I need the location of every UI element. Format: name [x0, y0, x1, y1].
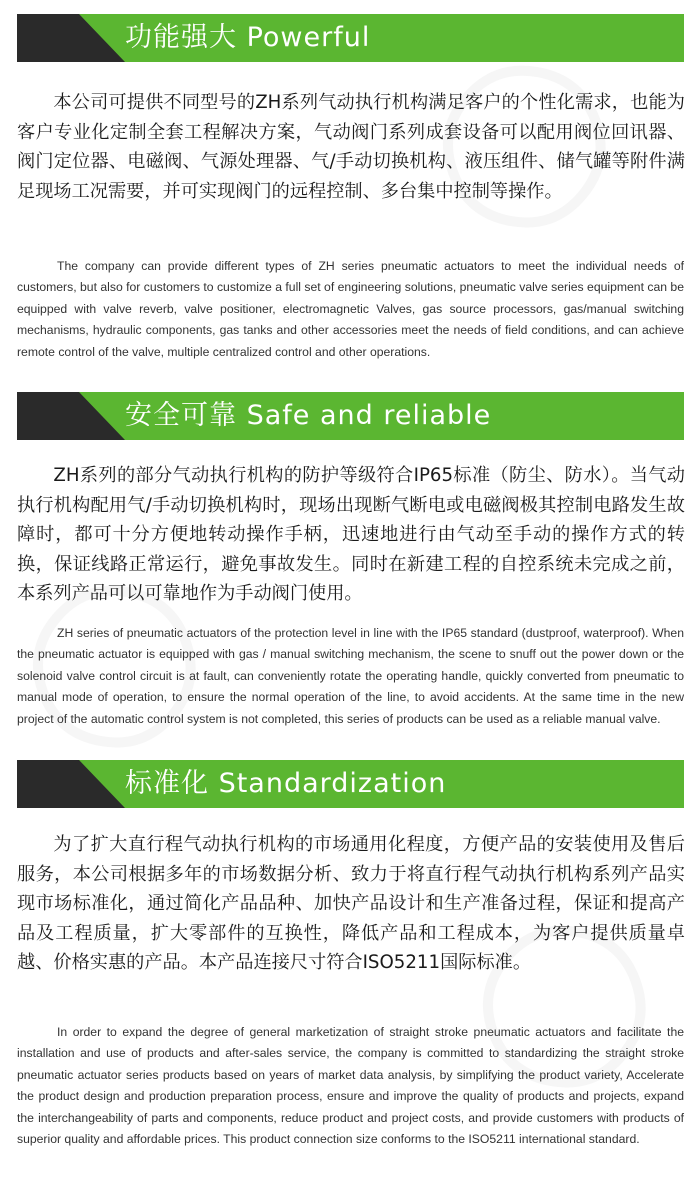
chinese-paragraph: 本公司可提供不同型号的ZH系列气动执行机构满足客户的个性化需求，也能为客户专业化定制全套工程解决方案，气动阀门系列成套设备可以配用阀位回讯器、阀门定位器、电磁阀、气源处理器、气/手动切换机构、液压组件、储气罐等附件满足现场工况需要，并可实现阀门的远程控制、多台集中控制等操作。: [17, 92, 685, 202]
section-banner: [17, 760, 684, 808]
chinese-paragraph: ZH系列的部分气动执行机构的防护等级符合IP65标准（防尘、防水）。当气动执行机构配用气/手动切换机构时，现场出现断气断电或电磁阀极其控制电路发生故障时，都可十分方便地转动操作手柄，迅速地进行由气动至手动的操作方式的转换，保证线路正常运行，避免事故发生。同时在新建工程的自控系统未完成之前，本系列产品可以可靠地作为手动阀门使用。: [17, 465, 685, 604]
english-paragraph: The company can provide different types of ZH series pneumatic actuators to meet the individual needs of customers, but also for customers to customize a full set of engineering solutions, pneumatic valve series equipment can be equipped with valve reverb, valve positioner, electromagnetic Valves, gas source processors, gas/manual switching mechanisms, hydraulic components, gas tanks and other accessories meet the needs of field conditions, and can achieve remote control of the valve, multiple centralized control and other operations.: [17, 259, 684, 359]
section-banner: [17, 392, 684, 440]
banner-dark-tab: [17, 14, 125, 62]
banner-dark-tab: [17, 760, 125, 808]
section-title: 标准化 Standardization: [125, 768, 447, 799]
section-title: 安全可靠 Safe and reliable: [125, 400, 492, 431]
section-banner: [17, 14, 684, 62]
section-title: 功能强大 Powerful: [125, 22, 371, 53]
english-paragraph: In order to expand the degree of general marketization of straight stroke pneumatic actuators and facilitate the installation and use of products and after-sales service, the company is committed to standardizing the straight stroke pneumatic actuator series products based on years of market data analysis, by simplifying the product variety, Accelerate the product design and production preparation process, ensure and improve the quality of products and projects, expand the interchangeability of parts and components, reduce product and project costs, and provide customers with products of superior quality and affordable prices. This product connection size conforms to the ISO5211 international standard.: [17, 1025, 684, 1147]
chinese-paragraph: 为了扩大直行程气动执行机构的市场通用化程度，方便产品的安装使用及售后服务，本公司根据多年的市场数据分析、致力于将直行程气动执行机构系列产品实现市场标准化，通过简化产品品种、加快产品设计和生产准备过程，保证和提高产品及工程质量，扩大零部件的互换性，降低产品和工程成本，为客户提供质量卓越、价格实惠的产品。本产品连接尺寸符合ISO5211国际标准。: [17, 834, 685, 973]
banner-dark-tab: [17, 392, 125, 440]
english-paragraph: ZH series of pneumatic actuators of the protection level in line with the IP65 standard (dustproof, waterproof). When the pneumatic actuator is equipped with gas / manual switching mechanism, the scene to snuff out the power down or the solenoid valve control circuit is at fault, can conveniently rotate the operating handle, quickly converted from pneumatic to manual mode of operation, to ensure the normal operation of the line, to avoid accidents. At the same time in the new project of the automatic control system is not completed, this series of products can be used as a reliable manual valve.: [17, 626, 684, 726]
